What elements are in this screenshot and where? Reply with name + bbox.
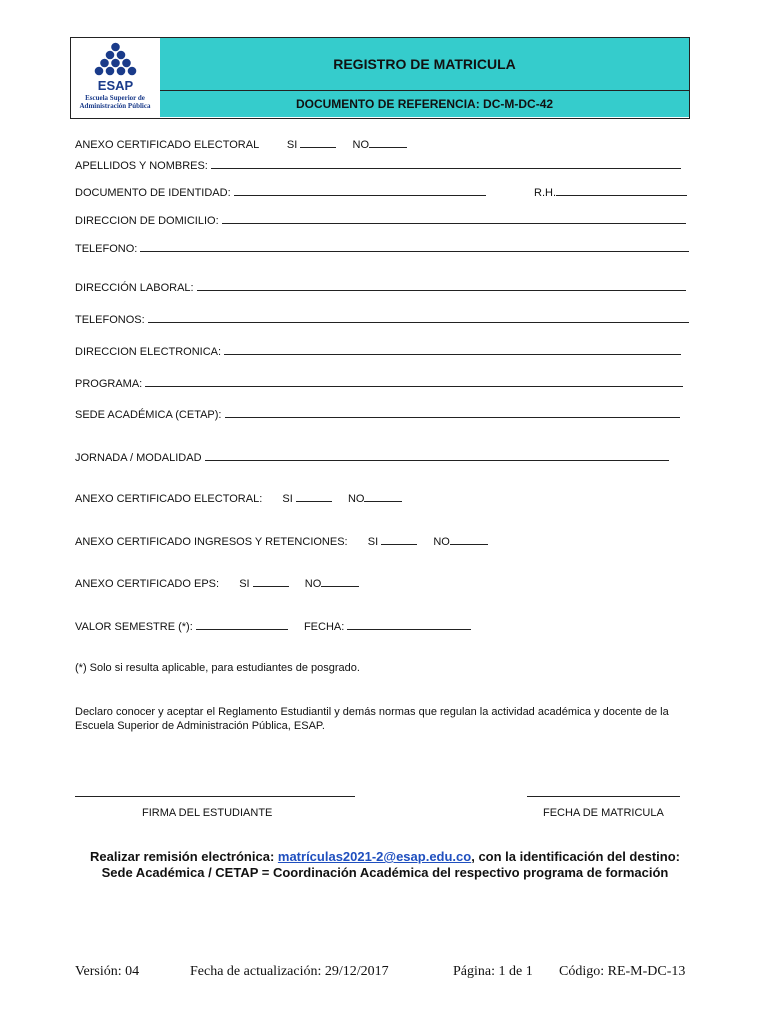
electronica-row [75, 345, 681, 358]
footer-version: Versión: 04 [75, 964, 140, 979]
field-label: PROGRAMA: [75, 378, 143, 390]
logo-subtitle-line-2: Administración Pública [79, 102, 151, 110]
footer-page: Página: 1 de 1 [453, 964, 533, 979]
footer-code: Código: RE-M-DC-13 [559, 964, 686, 979]
telefonos-row [75, 313, 689, 326]
anexo-ingresos-row [75, 535, 488, 548]
no-input[interactable] [364, 492, 402, 502]
logo-subtitle [75, 94, 155, 110]
jornada-row [75, 451, 669, 464]
no-label: NO [433, 536, 450, 548]
si-label: SI [239, 578, 250, 590]
apellidos-row [75, 159, 681, 172]
domicilio-input[interactable] [222, 214, 686, 224]
declaration-paragraph: Declaro conocer y aceptar el Reglamento Estudiantil y demás normas que regulan la actividad académica y docente de la Escuela Superior de Administración Pública, ESAP. [75, 706, 669, 732]
no-input[interactable] [321, 577, 359, 587]
reference-code: DOCUMENTO DE REFERENCIA: DC-M-DC-42 [160, 91, 689, 117]
field-label: ANEXO CERTIFICADO ELECTORAL: [75, 493, 263, 505]
field-label: DIRECCION ELECTRONICA: [75, 346, 222, 358]
footer-updated: Fecha de actualización: 29/12/2017 [190, 964, 389, 979]
field-label: R.H. [534, 187, 556, 199]
field-label: ANEXO CERTIFICADO ELECTORAL [75, 139, 259, 151]
esap-logo-icon [71, 38, 160, 94]
field-label: FECHA: [303, 621, 345, 633]
documento-input[interactable] [234, 186, 486, 196]
instruction-suffix: , con la identificación del destino: Sede Académica / CETAP = Coordinación Académica del respectivo programa de formación [101, 849, 680, 880]
field-label: ANEXO CERTIFICADO EPS: [75, 578, 220, 590]
no-input[interactable] [369, 138, 407, 148]
logo [71, 38, 161, 117]
instruction-prefix: Realizar remisión electrónica: [90, 849, 278, 864]
domicilio-row [75, 214, 686, 227]
field-label: APELLIDOS Y NOMBRES: [75, 160, 208, 172]
field-label: TELEFONO: [75, 243, 138, 255]
telefono-input[interactable] [140, 242, 689, 252]
enrollment-date-line[interactable] [527, 796, 680, 797]
logo-wordmark: ESAP [97, 78, 134, 93]
no-label: NO [352, 139, 370, 151]
submission-instruction [80, 849, 690, 881]
rh-row [534, 186, 687, 199]
form-title: REGISTRO DE MATRICULA [160, 38, 689, 91]
si-label: SI [367, 536, 379, 548]
valor-row [75, 620, 471, 633]
posgrado-note: (*) Solo si resulta aplicable, para estudiantes de posgrado. [75, 662, 360, 674]
rh-input[interactable] [556, 186, 687, 196]
si-label: SI [286, 139, 298, 151]
field-label: ANEXO CERTIFICADO INGRESOS Y RETENCIONES: [75, 536, 348, 548]
field-label: DOCUMENTO DE IDENTIDAD: [75, 187, 231, 199]
enrollment-date-label: FECHA DE MATRICULA [543, 807, 664, 819]
no-input[interactable] [450, 535, 488, 545]
anexo-electoral-top-row [75, 138, 407, 151]
documento-row [75, 186, 486, 199]
field-label: TELEFONOS: [75, 314, 145, 326]
programa-row [75, 377, 683, 390]
si-input[interactable] [253, 577, 289, 587]
no-label: NO [347, 493, 365, 505]
si-input[interactable] [381, 535, 417, 545]
sede-input[interactable] [225, 408, 680, 418]
valor-input[interactable] [196, 620, 288, 630]
field-label: DIRECCIÓN LABORAL: [75, 282, 194, 294]
student-signature-line[interactable] [75, 796, 355, 797]
laboral-input[interactable] [197, 281, 686, 291]
telefono-row [75, 242, 689, 255]
si-input[interactable] [300, 138, 336, 148]
laboral-row [75, 281, 686, 294]
field-label: JORNADA / MODALIDAD [75, 452, 202, 464]
field-label: SEDE ACADÉMICA (CETAP): [75, 409, 222, 421]
anexo-electoral-row [75, 492, 402, 505]
anexo-eps-row [75, 577, 359, 590]
si-label: SI [282, 493, 293, 505]
electronica-input[interactable] [224, 345, 681, 355]
no-label: NO [304, 578, 322, 590]
document-header [70, 37, 690, 119]
fecha-input[interactable] [347, 620, 471, 630]
jornada-input[interactable] [205, 451, 669, 461]
submission-email-link[interactable]: matrículas2021-2@esap.edu.co [277, 849, 472, 864]
sede-row [75, 408, 680, 421]
programa-input[interactable] [145, 377, 683, 387]
telefonos-input[interactable] [148, 313, 689, 323]
logo-subtitle-line-1: Escuela Superior de [85, 94, 145, 102]
student-signature-label: FIRMA DEL ESTUDIANTE [142, 807, 273, 819]
apellidos-input[interactable] [211, 159, 681, 169]
si-input[interactable] [296, 492, 332, 502]
field-label: VALOR SEMESTRE (*): [75, 621, 193, 633]
field-label: DIRECCION DE DOMICILIO: [75, 215, 219, 227]
